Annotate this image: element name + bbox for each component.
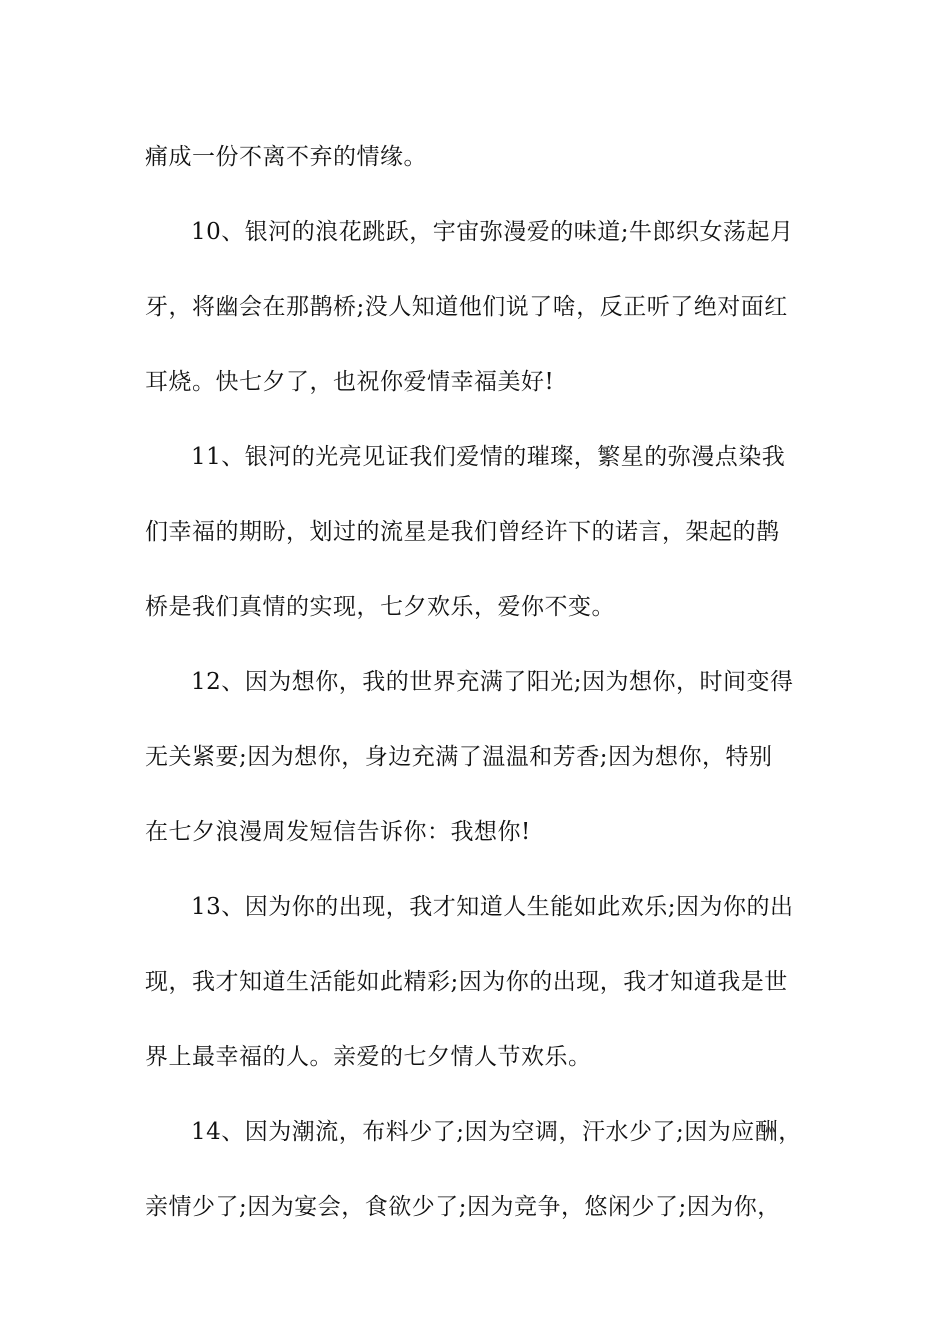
- text-line: 界上最幸福的人。亲爱的七夕情人节欢乐。: [145, 1044, 592, 1070]
- text-line: 耳烧。快七夕了，也祝你爱情幸福美好!: [145, 369, 555, 395]
- text-line: 牙，将幽会在那鹊桥;没人知道他们说了啥，反正听了绝对面红: [145, 294, 788, 320]
- paragraph-14-line-1: 14、因为潮流，布料少了;因为空调，汗水少了;因为应酬，: [191, 1119, 802, 1145]
- text-line: 在七夕浪漫周发短信告诉你：我想你!: [145, 819, 531, 845]
- paragraph-11-line-1: 11、银河的光亮见证我们爱情的璀璨，繁星的弥漫点染我: [191, 444, 786, 470]
- text-line: 现，我才知道生活能如此精彩;因为你的出现，我才知道我是世: [145, 969, 788, 995]
- document-body: [145, 120, 810, 1245]
- text-line: 痛成一份不离不弃的情缘。: [145, 144, 427, 170]
- text-line: 亲情少了;因为宴会，食欲少了;因为竞争，悠闲少了;因为你，: [145, 1194, 781, 1220]
- paragraph-12-line-1: 12、因为想你，我的世界充满了阳光;因为想你，时间变得: [191, 669, 794, 695]
- paragraph-10-line-1: 10、银河的浪花跳跃，宇宙弥漫爱的味道;牛郎织女荡起月: [191, 219, 794, 245]
- text-line: 们幸福的期盼，划过的流星是我们曾经许下的诺言，架起的鹊: [145, 519, 780, 545]
- paragraph-13-line-1: 13、因为你的出现，我才知道人生能如此欢乐;因为你的出: [191, 894, 794, 920]
- text-line: 无关紧要;因为想你，身边充满了温温和芳香;因为想你，特别: [145, 744, 773, 770]
- text-line: 桥是我们真情的实现，七夕欢乐，爱你不变。: [145, 594, 615, 620]
